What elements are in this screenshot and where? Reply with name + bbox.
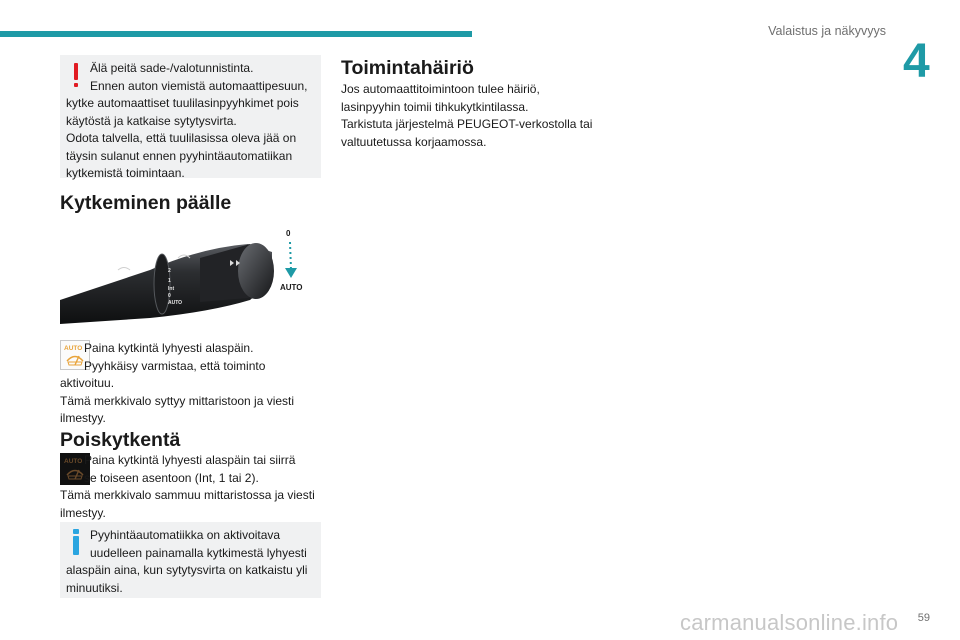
switch-off-line: ilmestyy. <box>60 505 106 520</box>
warning-line: käytöstä ja katkaise sytytysvirta. <box>66 113 237 128</box>
warning-line: Älä peitä sade-/valotunnistinta. <box>90 61 254 75</box>
switch-on-line: Tämä merkkivalo syttyy mittaristoon ja viesti <box>60 393 295 408</box>
arrow-shaft <box>290 242 291 270</box>
svg-text:AUTO: AUTO <box>64 345 83 352</box>
malfunction-line: valtuutetussa korjaamossa. <box>341 134 487 149</box>
svg-text:AUTO: AUTO <box>64 458 83 465</box>
wiper-stalk-illustration <box>60 222 322 330</box>
malfunction-line: Jos automaattitoimintoon tulee häiriö, <box>341 82 540 96</box>
header-accent-bar <box>0 31 472 37</box>
switch-on-heading: Kytkeminen päälle <box>60 192 232 214</box>
position-zero-label: 0 <box>286 229 291 238</box>
section-title: Valaistus ja näkyvyys <box>768 24 886 38</box>
warning-line: täysin sulanut ennen pyyhintäautomatiikan <box>66 148 293 163</box>
chapter-number: 4 <box>903 35 930 88</box>
info-line: uudelleen painamalla kytkimestä lyhyesti <box>90 545 307 560</box>
warning-line: kytke automaattiset tuulilasinpyyhkimet pois <box>66 96 299 110</box>
switch-on-line: ilmestyy. <box>60 411 106 425</box>
info-line: minuutiksi. <box>66 580 123 595</box>
info-line: Pyyhintäautomatiikka on aktivoitava <box>90 528 281 542</box>
switch-on-line: Pyyhkäisy varmistaa, että toiminto <box>84 358 266 373</box>
malfunction-text <box>341 81 611 151</box>
stalk-label-int: Int <box>168 286 175 292</box>
switch-off-line: Tämä merkkivalo sammuu mittaristossa ja viesti <box>60 488 315 502</box>
switch-off-line: se toiseen asentoon (Int, 1 tai 2). <box>84 470 259 485</box>
warning-line: Ennen auton viemistä automaattipesuun, <box>90 78 308 93</box>
malfunction-line: lasinpyyhin toimii tihkukytkintilassa. <box>341 99 529 114</box>
switch-on-line: Paina kytkintä lyhyesti alaspäin. <box>84 341 254 355</box>
warning-line: kytkemistä toimintaan. <box>66 166 185 180</box>
warning-box <box>60 55 321 178</box>
warning-line: Odota talvella, että tuulilasissa oleva jää on <box>66 131 297 145</box>
stalk-label-auto: AUTO <box>168 300 183 306</box>
stalk-label-0: 0 <box>168 293 171 299</box>
switch-on-text <box>60 340 322 428</box>
switch-on-line: aktivoituu. <box>60 376 115 390</box>
position-auto-label: AUTO <box>280 283 303 292</box>
malfunction-line: Tarkistuta järjestelmä PEUGEOT-verkostolla tai <box>341 117 593 131</box>
info-line: alaspäin aina, kun sytytysvirta on katkaistu yli <box>66 563 308 577</box>
stalk-label-2: 2 <box>168 268 171 274</box>
arrow-down-icon <box>285 268 297 278</box>
switch-off-line: Paina kytkintä lyhyesti alaspäin tai siirrä <box>84 453 296 467</box>
info-box <box>60 522 321 598</box>
switch-off-text <box>60 452 322 522</box>
page-number: 59 <box>917 612 930 624</box>
washer-icon <box>118 268 130 271</box>
stalk-label-1: 1 <box>168 278 171 284</box>
watermark: carmanualsonline.info <box>680 610 899 635</box>
malfunction-heading: Toimintahäiriö <box>341 57 474 79</box>
switch-off-heading: Poiskytkentä <box>60 429 181 451</box>
